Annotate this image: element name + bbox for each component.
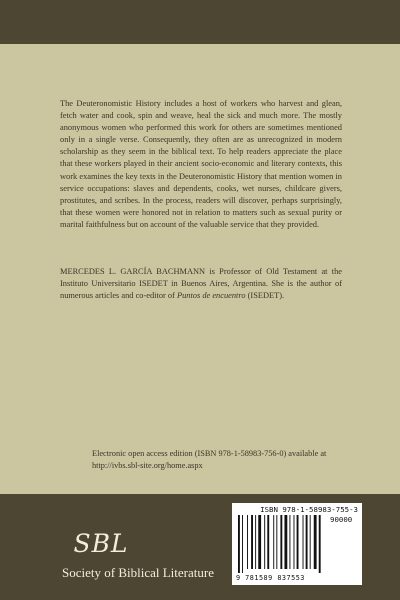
open-access-url: http://ivbs.sbl-site.org/home.aspx [92,461,203,470]
barcode-bar [303,515,304,569]
barcode-bar [306,515,308,569]
barcode-bar [273,515,274,569]
barcode-bars [238,515,328,573]
coedited-title: Puntos de encuentro [176,291,246,301]
barcode-bar [319,515,321,573]
open-access-edition: Electronic open access edition (ISBN 978-1-58983-756-0) available at [92,449,327,458]
barcode-bar [310,515,311,569]
barcode-bar [297,515,299,569]
barcode-bar [280,515,282,569]
barcode-bar [247,515,248,569]
barcode-bar [255,515,256,569]
barcode-bar [242,515,243,573]
sbl-logo: SBL [73,529,129,558]
barcode-bar [251,515,253,569]
barcode-bar [276,515,277,569]
barcode-number: 9 781589 837553 [236,574,305,582]
barcode-bar [267,515,269,569]
publisher-name: Society of Biblical Literature [62,565,214,580]
author-bio-text: MERCEDES L. GARCÍA BACHMANN is Professor of Old Testament at the Instituto Universitario ISEDET in Buenos Aires, Argentina. She is the author of numerous articles and co-editor of [60,267,342,301]
barcode-bar [294,515,295,569]
open-access-note [92,448,352,472]
top-band [0,0,400,44]
price-code: 90000 [330,515,353,524]
barcode-bar [314,515,317,569]
barcode-bar [284,515,287,569]
barcode-bar [258,515,261,569]
isbn-label: ISBN 978-1-58983-755-3 [260,505,358,514]
barcode-bar [264,515,265,569]
book-description: The Deuteronomistic History includes a host of workers who harvest and glean, fetch water and cook, spin and weave, heal the sick and much more. The mostly anonymous women who performed this work for others are sometimes mentioned only in a single verse. Consequently, they often are as unrecognized in modern scholarship as they seem in the biblical text. To help readers appreciate the place that these workers played in their ancient socio-economic and literary contexts, this work examines the key texts in the Deuteronomistic History that mention women in service occupations: slaves and dependents, cooks, wet nurses, childcare givers, prostitutes, and scribes. In the process, readers will discover, perhaps surprisingly, that these women were honored not in relation to matters such as sexual purity or marital faithfulness but on account of the valuable service that they provided. [60,99,342,229]
barcode-bar [289,515,290,569]
author-bio-end: (ISEDET). [245,291,285,301]
author-bio [60,266,342,302]
barcode-bar [238,515,240,573]
